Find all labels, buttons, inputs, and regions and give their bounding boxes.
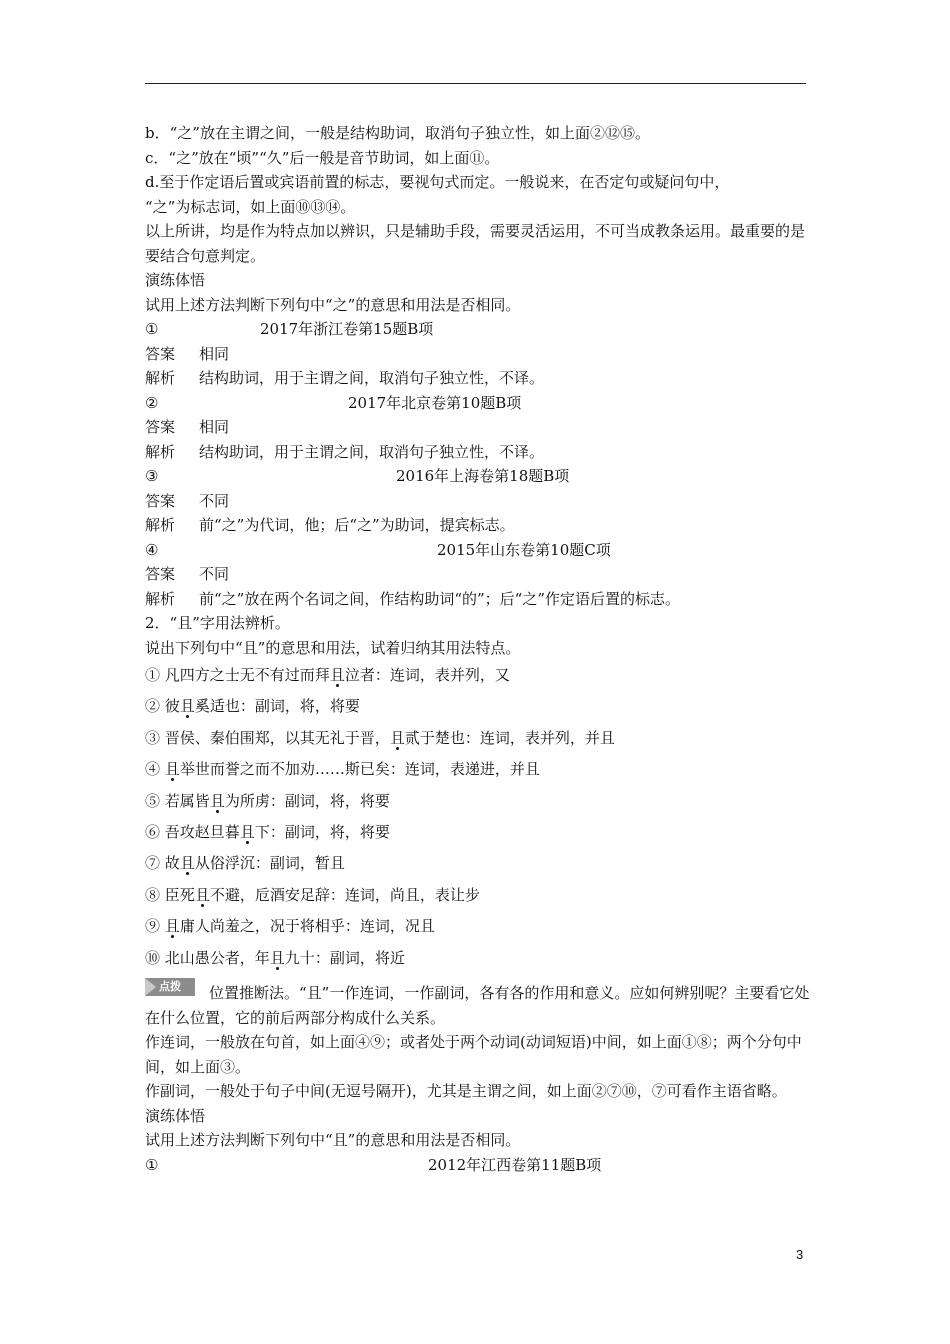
- item-text: 贰于楚也：连词，表并列，并且: [404, 728, 615, 747]
- list-item: [145, 880, 810, 911]
- item-number: ⑤: [145, 791, 161, 810]
- answer-text: 不同: [199, 491, 230, 510]
- emphasis-char: 且: [164, 760, 180, 779]
- list-item: [145, 848, 810, 879]
- item-text: 故: [164, 854, 180, 873]
- analysis-row: [145, 366, 810, 391]
- header-rule: [145, 83, 806, 84]
- list-item: [145, 911, 810, 942]
- answer-label: 答案: [145, 565, 176, 583]
- answer-row: [145, 342, 810, 367]
- answer-label: 答案: [145, 491, 176, 510]
- tip-badge: [145, 978, 195, 996]
- paragraph: 以上所讲，均是作为特点加以辨识，只是辅助手段，需要灵活运用，不可当成教条运用。最重要的是要结合句意判定。: [145, 222, 806, 265]
- item-text: 北山愚公者，年: [164, 948, 270, 967]
- item-text: 举世而誉之而不加劝……斯已矣：连词，表递进，并且: [179, 760, 540, 779]
- answer-text: 相同: [199, 344, 230, 363]
- question-source: 2017年北京卷第10题B项: [348, 393, 522, 412]
- question-source: 2015年山东卷第10题C项: [437, 540, 611, 559]
- list-item: [145, 660, 810, 691]
- analysis-label: 解析: [145, 442, 176, 461]
- item-number: ②: [145, 697, 161, 716]
- analysis-row: [145, 587, 810, 612]
- item-number: ⑦: [145, 854, 161, 873]
- item-number: ⑨: [145, 917, 161, 936]
- item-text: 不避，卮酒安足辞：连词，尚且，表让步: [209, 885, 480, 904]
- paragraph: 作副词，一般处于句子中间(无逗号隔开)，尤其是主谓之间，如上面②⑦⑩，⑦可看作主语省略。: [145, 1082, 787, 1101]
- question-source: 2017年浙江卷第15题B项: [260, 320, 434, 338]
- list-item: [145, 817, 810, 848]
- answer-text: 不同: [199, 565, 230, 583]
- answer-row: [145, 562, 810, 587]
- item-number: ⑥: [145, 823, 161, 842]
- item-text: 奚适也：副词，将，将要: [194, 697, 360, 716]
- list-item: [145, 786, 810, 817]
- item-text: 庸人尚羞之，况于将相乎：连词，况且: [179, 917, 435, 936]
- item-text: 凡四方之士无不有过而拜: [164, 666, 330, 684]
- list-item: [145, 943, 810, 974]
- item-number: ①: [145, 666, 161, 684]
- question-source: 2012年江西卷第11题B项: [428, 1155, 602, 1174]
- section-heading: 演练体悟: [145, 1106, 206, 1125]
- emphasis-char: 且: [389, 728, 405, 747]
- analysis-label: 解析: [145, 589, 176, 608]
- emphasis-char: 且: [329, 666, 345, 684]
- instruction: 试用上述方法判断下列句中“之”的意思和用法是否相同。: [145, 295, 521, 314]
- item-text: 若属皆: [164, 791, 210, 810]
- question-number: ①: [145, 1155, 159, 1174]
- item-text: 晋侯、秦伯围郑，以其无礼于晋，: [164, 728, 390, 747]
- emphasis-char: 且: [179, 697, 195, 716]
- list-item: [145, 723, 810, 754]
- emphasis-char: 且: [194, 885, 210, 904]
- tip-badge-label: 点拨: [159, 979, 181, 993]
- analysis-label: 解析: [145, 369, 176, 387]
- paragraph: d.至于作定语后置或宾语前置的标志，要视句式而定。一般说来，在否定句或疑问句中，: [145, 173, 730, 191]
- item-text: 从俗浮沉：副词，暂且: [194, 854, 345, 873]
- item-text: 九十：副词，将近: [284, 948, 405, 967]
- paragraph: b．“之”放在主谓之间，一般是结构助词，取消句子独立性，如上面②⑫⑮。: [145, 124, 650, 142]
- question-row: [145, 391, 810, 416]
- emphasis-char: 且: [164, 917, 180, 936]
- tip-paragraph: [145, 978, 810, 1030]
- answer-row: [145, 415, 810, 440]
- item-text: 彼: [164, 697, 180, 716]
- instruction: 试用上述方法判断下列句中“且”的意思和用法是否相同。: [145, 1131, 521, 1150]
- item-number: ⑩: [145, 948, 161, 967]
- answer-row: [145, 489, 810, 514]
- item-text: 下：副词，将，将要: [254, 823, 390, 842]
- question-number: ④: [145, 540, 159, 559]
- question-row: [145, 538, 810, 563]
- section-heading: 演练体悟: [145, 271, 206, 289]
- page-content: [145, 121, 810, 1177]
- paragraph: 作连词，一般放在句首，如上面④⑨；或者处于两个动词(动词短语)中间，如上面①⑧；两个分句中间，如上面③。: [145, 1033, 802, 1076]
- section-heading: 2．“且”字用法辨析。: [145, 614, 290, 632]
- item-number: ④: [145, 760, 161, 779]
- list-item: [145, 691, 810, 722]
- question-number: ②: [145, 393, 159, 412]
- arrow-icon: [145, 978, 156, 996]
- list-item: [145, 754, 810, 785]
- item-text: 泣者：连词，表并列，又: [344, 666, 510, 684]
- emphasis-char: 且: [179, 854, 195, 873]
- paragraph: “之”为标志词，如上面⑩⑬⑭。: [145, 197, 356, 216]
- instruction: 说出下列句中“且”的意思和用法，试着归纳其用法特点。: [145, 638, 521, 657]
- analysis-text: 前“之”放在两个名词之间，作结构助词“的”；后“之”作定语后置的标志。: [199, 589, 681, 608]
- answer-label: 答案: [145, 418, 176, 436]
- page-number: 3: [796, 1247, 804, 1262]
- question-row: [145, 317, 810, 342]
- analysis-label: 解析: [145, 516, 176, 534]
- question-row: [145, 464, 810, 489]
- analysis-row: [145, 440, 810, 465]
- analysis-row: [145, 513, 810, 538]
- question-number: ③: [145, 467, 159, 485]
- question-source: 2016年上海卷第18题B项: [396, 467, 570, 485]
- analysis-text: 结构助词，用于主谓之间，取消句子独立性，不译。: [199, 369, 545, 387]
- answer-label: 答案: [145, 344, 176, 363]
- emphasis-char: 且: [269, 948, 285, 967]
- question-row: [145, 1153, 810, 1178]
- item-text: 臣死: [164, 885, 195, 904]
- tip-text: 位置推断法。“且”一作连词，一作副词，各有各的作用和意义。应如何辨别呢？主要看它处在什么位置，它的前后两部分构成什么关系。: [145, 984, 810, 1027]
- emphasis-char: 且: [239, 823, 255, 842]
- item-number: ③: [145, 728, 161, 747]
- emphasis-char: 且: [209, 791, 225, 810]
- analysis-text: 结构助词，用于主谓之间，取消句子独立性，不译。: [199, 442, 545, 461]
- item-text: 吾攻赵旦暮: [164, 823, 240, 842]
- analysis-text: 前“之”为代词，他；后“之”为助词，提宾标志。: [199, 516, 515, 534]
- item-text: 为所虏：副词，将，将要: [224, 791, 390, 810]
- question-number: ①: [145, 320, 159, 338]
- paragraph: c．“之”放在“顷”“久”后一般是音节助词，如上面⑪。: [145, 148, 500, 167]
- answer-text: 相同: [199, 418, 230, 436]
- item-number: ⑧: [145, 885, 161, 904]
